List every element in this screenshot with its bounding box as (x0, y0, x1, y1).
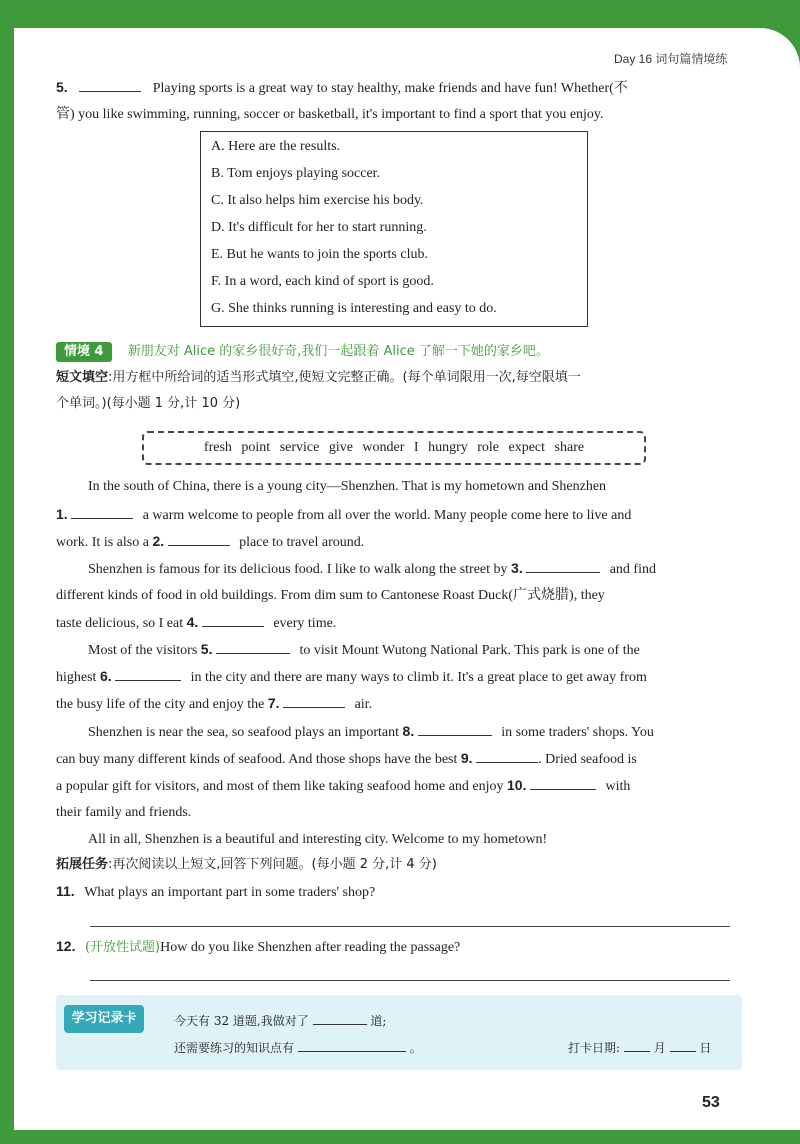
answer-blank-5[interactable] (216, 639, 290, 654)
card-tag: 学习记录卡 (64, 1005, 144, 1033)
passage-line: taste delicious, so I eat 4. every time. (56, 614, 337, 631)
answer-blank-3[interactable] (526, 558, 600, 573)
answer-blank-4[interactable] (202, 612, 264, 627)
passage-line: a popular gift for visitors, and most of them like taking seafood home and enjoy 10. with (56, 777, 631, 794)
passage-line: Most of the visitors 5. to visit Mount Wutong National Park. This park is one of the (88, 641, 640, 658)
answer-blank-10[interactable] (530, 775, 596, 790)
answer-line-12[interactable] (90, 980, 730, 981)
answer-blank-7[interactable] (283, 693, 345, 708)
situation-text: 新朋友对 Alice 的家乡很好奇,我们一起跟着 Alice 了解一下她的家乡吧。 (127, 344, 549, 359)
study-record-card (56, 995, 742, 1070)
answer-blank-9[interactable] (476, 748, 538, 763)
answer-blank-2[interactable] (168, 531, 230, 546)
situation-4-heading (56, 338, 746, 365)
question-number: 5. (56, 79, 68, 95)
passage-line: their family and friends. (56, 805, 192, 820)
question-5-line1: 5. Playing sports is a great way to stay healthy, make friends and have fun! Whether(不 (56, 79, 628, 96)
passage-line: can buy many different kinds of seafood. And those shops have the best 9. . Dried seafood is (56, 750, 637, 767)
worksheet-page (14, 28, 800, 1130)
situation-tag: 情境 4 (56, 342, 112, 362)
passage-line: the busy life of the city and enjoy the 7. air. (56, 695, 373, 712)
options-box (200, 131, 588, 327)
day-blank[interactable] (670, 1039, 696, 1052)
extension-heading: 拓展任务:再次阅读以上短文,回答下列问题。(每小题 2 分,计 4 分) (56, 857, 437, 872)
knowledge-points-blank[interactable] (298, 1039, 406, 1052)
option-e: E. But he wants to join the sports club. (211, 247, 428, 262)
answer-blank-8[interactable] (418, 721, 492, 736)
answer-line-11[interactable] (90, 926, 730, 927)
page-number: 53 (702, 1094, 720, 1111)
passage-line: highest 6. in the city and there are many ways to climb it. It's a great place to get away from (56, 668, 647, 685)
option-d: D. It's difficult for her to start running. (211, 220, 427, 235)
page-header: Day 16 词句篇情境练 (614, 52, 728, 66)
passage-line: work. It is also a 2. place to travel around. (56, 533, 365, 550)
instruction-line2: 个单词。)(每小题 1 分,计 10 分) (56, 396, 241, 411)
passage-line: All in all, Shenzhen is a beautiful and interesting city. Welcome to my hometown! (88, 832, 548, 847)
question-12: 12. (开放性试题)How do you like Shenzhen after reading the passage? (56, 938, 461, 955)
passage-line: different kinds of food in old buildings. From dim sum to Cantonese Roast Duck(广式烧腊), they (56, 588, 605, 603)
question-11: 11. What plays an important part in some traders' shop? (56, 883, 376, 900)
option-b: B. Tom enjoys playing soccer. (211, 166, 381, 181)
answer-blank-1[interactable] (71, 504, 133, 519)
answer-blank-6[interactable] (115, 666, 181, 681)
option-g: G. She thinks running is interesting and easy to do. (211, 301, 497, 316)
word-box: fresh point service give wonder I hungry role expect share (142, 431, 646, 465)
option-c: C. It also helps him exercise his body. (211, 193, 424, 208)
month-blank[interactable] (624, 1039, 650, 1052)
option-f: F. In a word, each kind of sport is good. (211, 274, 434, 289)
passage-line: Shenzhen is famous for its delicious food. I like to walk along the street by 3. and find (88, 560, 656, 577)
option-a: A. Here are the results. (211, 139, 341, 154)
question-5-line2: 管) you like swimming, running, soccer or basketball, it's important to find a sport that you enjoy. (56, 107, 604, 122)
card-line1: 今天有 32 道题,我做对了 道; (174, 1014, 387, 1028)
passage-line: In the south of China, there is a young city—Shenzhen. That is my hometown and Shenzhen (88, 479, 607, 494)
check-in-date: 打卡日期: 月 日 (568, 1041, 712, 1055)
answer-blank[interactable] (79, 77, 141, 92)
passage-line: 1. a warm welcome to people from all over the world. Many people come here to live and (56, 506, 632, 523)
instruction-line1: 短文填空:用方框中所给词的适当形式填空,使短文完整正确。(每个单词限用一次,每空限填一 (56, 370, 581, 385)
card-line2: 还需要练习的知识点有 。 (174, 1041, 422, 1055)
correct-count-blank[interactable] (313, 1012, 367, 1025)
passage-line: Shenzhen is near the sea, so seafood plays an important 8. in some traders' shops. You (88, 723, 654, 740)
